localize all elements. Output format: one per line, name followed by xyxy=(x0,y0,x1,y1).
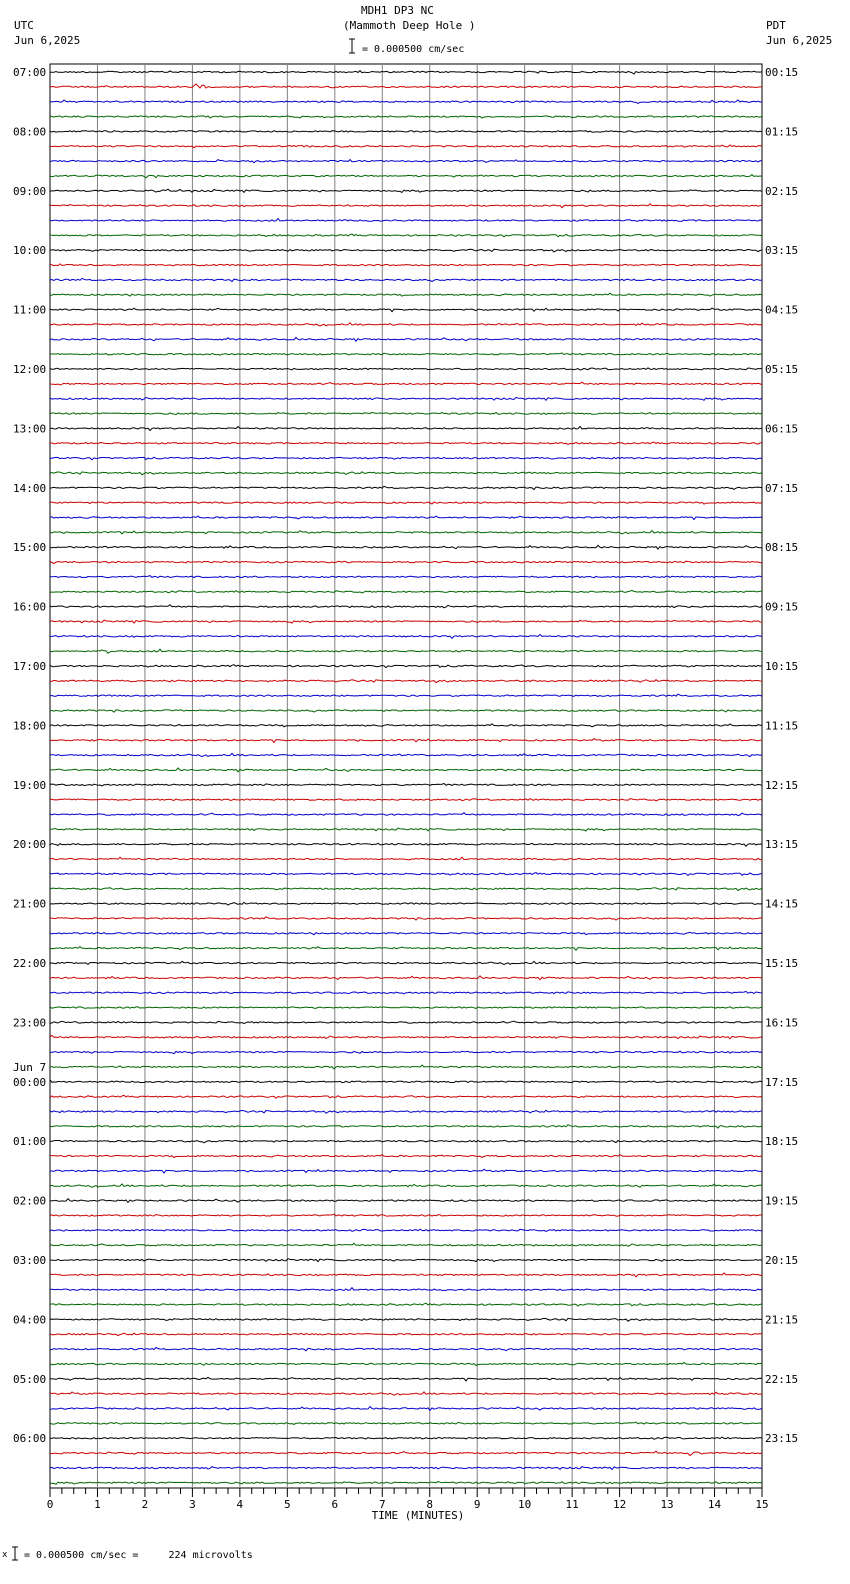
seismic-trace xyxy=(50,1021,762,1024)
seismic-trace xyxy=(50,1451,762,1455)
left-hour-label: 20:00 xyxy=(13,838,47,852)
seismic-trace xyxy=(50,1214,762,1216)
seismic-trace xyxy=(50,264,762,266)
pdt-label: PDT xyxy=(766,19,786,32)
left-hour-label: 14:00 xyxy=(13,481,47,495)
seismic-trace xyxy=(50,1141,762,1143)
left-hour-label: 19:00 xyxy=(13,778,47,792)
right-hour-label: 05:15 xyxy=(765,363,799,376)
pdt-date: Jun 6,2025 xyxy=(766,34,833,47)
footer-scale-note: = 0.000500 cm/sec = 224 microvolts xyxy=(24,1550,253,1561)
seismic-trace xyxy=(50,902,762,905)
seismic-trace xyxy=(50,1259,762,1262)
right-hour-label: 06:15 xyxy=(765,422,799,436)
seismic-trace xyxy=(50,1362,762,1365)
seismic-trace xyxy=(50,175,762,178)
seismic-trace xyxy=(50,1110,762,1113)
left-hour-label: 17:00 xyxy=(13,660,47,673)
left-hour-label: 15:00 xyxy=(13,541,47,555)
x-tick-label: 11 xyxy=(565,1498,579,1511)
seismic-trace xyxy=(50,412,762,414)
seismic-trace xyxy=(50,694,762,696)
seismic-trace xyxy=(50,531,762,534)
right-hour-label: 03:15 xyxy=(765,244,799,258)
seismic-trace xyxy=(50,472,762,475)
right-hour-label: 14:15 xyxy=(765,897,799,911)
x-tick-label: 3 xyxy=(189,1498,196,1511)
seismic-trace xyxy=(50,590,762,593)
seismic-trace xyxy=(50,1169,762,1173)
seismic-trace xyxy=(50,502,762,504)
seismic-trace xyxy=(50,160,762,163)
seismic-trace xyxy=(50,486,762,489)
seismic-trace xyxy=(50,457,762,460)
seismic-trace xyxy=(50,1229,762,1231)
left-hour-label: 00:00 xyxy=(13,1075,47,1089)
seismic-trace xyxy=(50,857,762,860)
seismic-trace xyxy=(50,1007,762,1009)
x-axis-label: TIME (MINUTES) xyxy=(371,1509,465,1522)
seismic-trace xyxy=(50,204,762,208)
seismic-trace xyxy=(50,799,762,801)
right-hour-label: 00:15 xyxy=(765,66,799,79)
x-tick-label: 9 xyxy=(473,1498,481,1511)
left-hour-label: 13:00 xyxy=(13,422,47,436)
seismic-trace xyxy=(50,234,762,237)
seismic-trace xyxy=(50,947,762,951)
x-tick-label: 15 xyxy=(755,1498,769,1511)
seismic-trace xyxy=(50,1303,762,1306)
seismic-trace xyxy=(50,1095,762,1098)
right-hour-label: 08:15 xyxy=(765,541,799,555)
x-tick-label: 13 xyxy=(660,1498,674,1511)
left-hour-label: 02:00 xyxy=(13,1194,47,1208)
seismic-trace xyxy=(50,724,762,727)
left-hour-label: 22:00 xyxy=(13,957,47,970)
right-hour-label: 11:15 xyxy=(765,719,799,733)
x-tick-label: 5 xyxy=(284,1498,291,1511)
right-hour-label: 09:15 xyxy=(765,600,799,614)
right-hour-label: 10:15 xyxy=(765,660,799,673)
right-hour-label: 23:15 xyxy=(765,1432,799,1446)
seismic-trace xyxy=(50,545,762,549)
right-hour-label: 20:15 xyxy=(765,1254,799,1267)
seismic-trace xyxy=(50,739,762,743)
seismic-trace xyxy=(50,323,762,326)
left-hour-label: 12:00 xyxy=(13,363,47,376)
seismic-trace xyxy=(50,888,762,891)
seismic-trace xyxy=(50,368,762,370)
seismic-trace xyxy=(50,71,762,74)
seismic-trace xyxy=(50,1318,762,1321)
location-title: (Mammoth Deep Hole ) xyxy=(343,19,476,32)
seismic-trace xyxy=(50,1482,762,1485)
seismic-trace xyxy=(50,1080,762,1083)
seismic-trace xyxy=(50,116,762,119)
seismic-trace xyxy=(50,1051,762,1054)
left-hour-label: 03:00 xyxy=(13,1254,47,1267)
x-tick-label: 1 xyxy=(94,1498,101,1511)
left-hour-label: 04:00 xyxy=(13,1313,47,1327)
seismic-trace xyxy=(50,1035,762,1038)
seismic-trace xyxy=(50,1437,762,1439)
seismic-trace xyxy=(50,1184,762,1187)
seismic-trace xyxy=(50,620,762,623)
seismic-trace xyxy=(50,84,762,88)
x-tick-label: 4 xyxy=(236,1498,244,1511)
left-hour-label: 07:00 xyxy=(13,66,47,79)
seismic-trace xyxy=(50,605,762,608)
station-title: MDH1 DP3 NC xyxy=(361,4,434,17)
seismic-trace xyxy=(50,576,762,578)
date-change-label: Jun 7 xyxy=(13,1060,47,1074)
seismic-trace xyxy=(50,219,762,222)
seismic-trace xyxy=(50,932,762,934)
seismic-trace xyxy=(50,784,762,786)
x-tick-label: 12 xyxy=(612,1498,627,1511)
footer-scale-prefix: x xyxy=(2,1550,8,1560)
right-hour-label: 22:15 xyxy=(765,1372,799,1386)
seismic-trace xyxy=(50,1407,762,1411)
seismic-trace xyxy=(50,917,762,920)
seismic-trace xyxy=(50,382,762,385)
x-tick-label: 0 xyxy=(46,1498,54,1511)
seismic-trace xyxy=(50,1199,762,1203)
seismic-trace xyxy=(50,710,762,712)
x-tick-label: 7 xyxy=(378,1498,386,1511)
right-hour-label: 19:15 xyxy=(765,1194,799,1208)
seismic-trace xyxy=(50,991,762,993)
left-hour-label: 16:00 xyxy=(13,600,47,614)
seismic-trace xyxy=(50,131,762,132)
seismic-trace xyxy=(50,516,762,520)
x-tick-label: 14 xyxy=(707,1498,722,1511)
scale-label: = 0.000500 cm/sec xyxy=(362,44,465,55)
left-hour-label: 21:00 xyxy=(13,897,47,911)
left-hour-label: 01:00 xyxy=(13,1135,47,1149)
x-tick-label: 2 xyxy=(141,1498,149,1511)
seismic-trace xyxy=(50,293,762,296)
seismic-trace xyxy=(50,1333,762,1336)
seismic-trace xyxy=(50,1422,762,1424)
seismic-trace xyxy=(50,1125,762,1128)
seismic-trace xyxy=(50,1065,762,1069)
seismic-trace xyxy=(50,145,762,148)
seismic-trace xyxy=(50,680,762,683)
x-tick-label: 6 xyxy=(331,1498,339,1511)
seismic-trace xyxy=(50,561,762,563)
seismic-trace xyxy=(50,189,762,192)
left-hour-label: 09:00 xyxy=(13,184,47,198)
seismic-trace xyxy=(50,1467,762,1470)
seismic-trace xyxy=(50,873,762,876)
left-hour-label: 05:00 xyxy=(13,1372,47,1386)
seismic-trace xyxy=(50,278,762,281)
left-hour-label: 06:00 xyxy=(13,1432,47,1446)
seismic-trace xyxy=(50,1155,762,1158)
right-hour-label: 04:15 xyxy=(765,303,799,317)
seismic-trace xyxy=(50,100,762,104)
seismic-trace xyxy=(50,813,762,816)
x-tick-label: 10 xyxy=(518,1498,532,1511)
right-hour-label: 01:15 xyxy=(765,125,799,139)
seismic-trace xyxy=(50,1288,762,1291)
x-tick-label: 8 xyxy=(426,1498,434,1511)
right-hour-label: 12:15 xyxy=(765,778,799,792)
seismic-trace xyxy=(50,337,762,341)
left-hour-label: 18:00 xyxy=(13,719,47,733)
seismic-trace xyxy=(50,634,762,638)
seismic-trace xyxy=(50,768,762,772)
seismic-trace xyxy=(50,753,762,756)
right-hour-label: 21:15 xyxy=(765,1313,799,1327)
seismic-trace xyxy=(50,397,762,400)
seismic-trace xyxy=(50,649,762,653)
right-hour-label: 16:15 xyxy=(765,1016,799,1030)
left-hour-label: 23:00 xyxy=(13,1016,47,1030)
seismic-trace xyxy=(50,1377,762,1381)
seismic-trace xyxy=(50,1392,762,1395)
seismic-trace xyxy=(50,1348,762,1351)
seismic-trace xyxy=(50,843,762,846)
right-hour-label: 13:15 xyxy=(765,838,799,852)
utc-date: Jun 6,2025 xyxy=(14,34,81,47)
seismic-trace xyxy=(50,249,762,252)
left-hour-label: 08:00 xyxy=(13,125,47,139)
right-hour-label: 15:15 xyxy=(765,957,799,970)
right-hour-label: 17:15 xyxy=(765,1075,799,1089)
seismic-trace xyxy=(50,961,762,964)
seismic-trace xyxy=(50,665,762,668)
seismic-trace xyxy=(50,308,762,312)
right-hour-label: 02:15 xyxy=(765,184,799,198)
seismic-trace xyxy=(50,1243,762,1246)
seismic-trace xyxy=(50,828,762,831)
right-hour-label: 18:15 xyxy=(765,1135,799,1149)
seismic-trace xyxy=(50,426,762,430)
left-hour-label: 11:00 xyxy=(13,303,47,317)
utc-label: UTC xyxy=(14,19,34,32)
right-hour-label: 07:15 xyxy=(765,481,799,495)
left-hour-label: 10:00 xyxy=(13,244,47,258)
seismic-trace xyxy=(50,976,762,980)
seismic-trace xyxy=(50,1273,762,1277)
seismic-trace xyxy=(50,353,762,355)
seismic-trace xyxy=(50,442,762,445)
